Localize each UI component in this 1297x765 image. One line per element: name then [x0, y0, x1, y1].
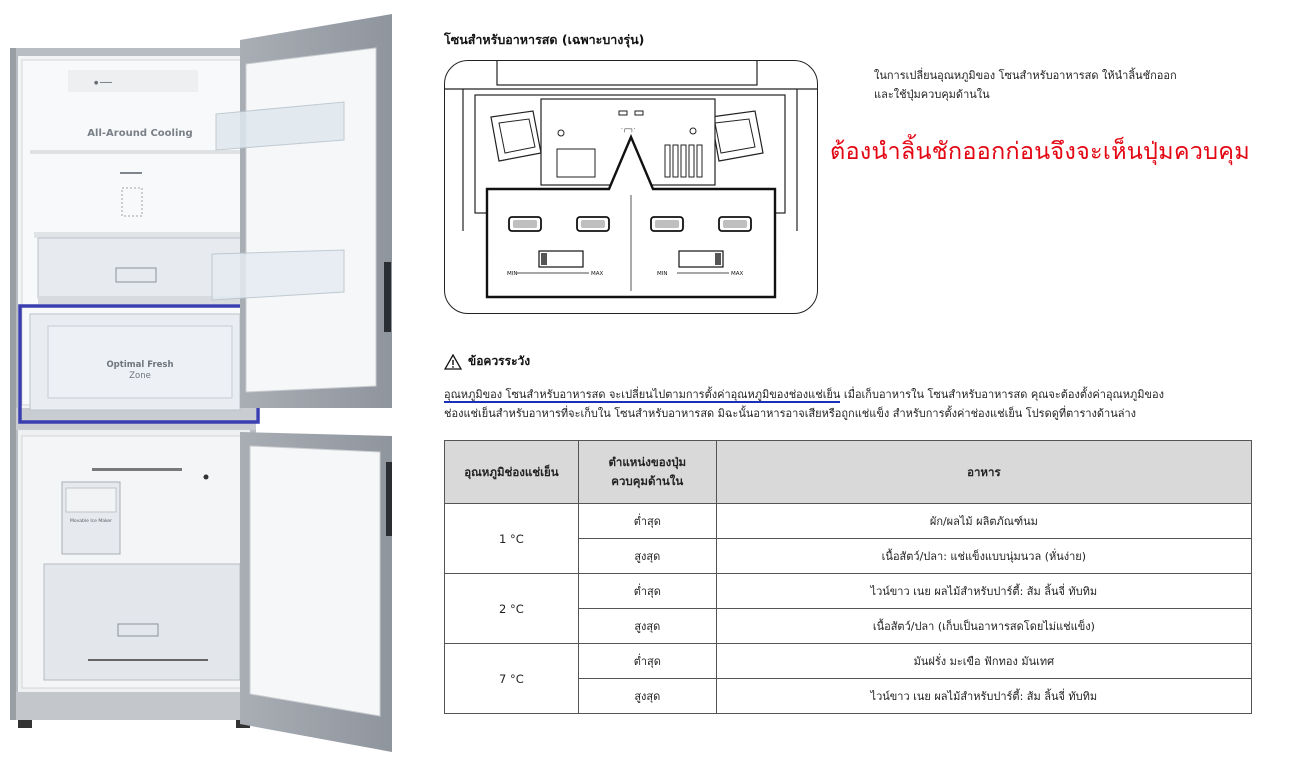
- table-row: [445, 574, 1252, 609]
- position-cell: สูงสุด: [578, 679, 716, 714]
- instruction-note: [874, 66, 1254, 104]
- position-cell: ต่ำสุด: [578, 644, 716, 679]
- food-cell: ผัก/ผลไม้ ผลิตภัณฑ์นม: [716, 504, 1251, 539]
- caution-title: ข้อควรระวัง: [468, 354, 531, 368]
- warning-icon: [444, 354, 462, 370]
- instruction-line-2: และใช้ปุ่มควบคุมด้านใน: [874, 88, 990, 101]
- max-label-left: MAX: [591, 271, 604, 277]
- instruction-line-1: ในการเปลี่ยนอุณหภูมิของ โซนสำหรับอาหารสด ให้นำลิ้นชักออก: [874, 69, 1177, 82]
- food-cell: เนื้อสัตว์/ปลา: แช่แข็งแบบนุ่มนวล (หั่นง่าย): [716, 539, 1251, 574]
- header-control-line-2: ควบคุมด้านใน: [611, 474, 684, 488]
- red-annotation: ต้องนำลิ้นชักออกก่อนจึงจะเห็นปุ่มควบคุม: [830, 137, 1250, 165]
- food-cell: มันฝรั่ง มะเขือ ฟักทอง มันเทศ: [716, 644, 1251, 679]
- optimal-fresh-zone-label-line2: Zone: [129, 371, 151, 381]
- header-food: อาหาร: [716, 441, 1251, 504]
- section-title: โซนสำหรับอาหารสด (เฉพาะบางรุ่น): [444, 32, 645, 47]
- table-header-row: [445, 441, 1252, 504]
- caution-heading: [444, 352, 530, 371]
- table-row: [445, 504, 1252, 539]
- food-cell: เนื้อสัตว์/ปลา (เก็บเป็นอาหารสดโดยไม่แช่แข็ง): [716, 609, 1251, 644]
- position-cell: ต่ำสุด: [578, 504, 716, 539]
- temp-cell: 1 °C: [445, 504, 579, 574]
- all-around-cooling-label: All-Around Cooling: [87, 128, 193, 139]
- svg-text:● ━━━━: ● ━━━━: [94, 80, 112, 86]
- temp-cell: 2 °C: [445, 574, 579, 644]
- temperature-table: [444, 440, 1252, 714]
- food-cell: ไวน์ขาว เนย ผลไม้สำหรับปาร์ตี้: ส้ม ลิ้นจี่ ทับทิม: [716, 679, 1251, 714]
- position-cell: สูงสุด: [578, 609, 716, 644]
- optimal-fresh-zone-label: Optimal Fresh: [106, 360, 174, 370]
- header-control-position: [578, 441, 716, 504]
- position-cell: ต่ำสุด: [578, 574, 716, 609]
- paragraph-line-2: ช่องแช่เย็นสำหรับอาหารที่จะเก็บใน โซนสำหรับอาหารสด มิฉะนั้นอาหารอาจเสียหรือถูกแช่แข็ง สำหรับการตั้งค่าช่องแช่เย็น โปรดดูที่ตารางด้านล่าง: [444, 407, 1137, 420]
- caution-paragraph: [444, 385, 1274, 423]
- table-row: [445, 644, 1252, 679]
- min-label-left: MIN: [507, 271, 518, 277]
- paragraph-line-1-rest: เมื่อเก็บอาหารใน โซนสำหรับอาหารสด คุณจะต้องตั้งค่าอุณหภูมิของ: [840, 388, 1165, 401]
- ice-maker-label: Movable Ice Maker: [69, 519, 113, 524]
- max-label-right: MAX: [731, 271, 744, 277]
- refrigerator-image: [0, 0, 410, 765]
- position-cell: สูงสุด: [578, 539, 716, 574]
- temp-cell: 7 °C: [445, 644, 579, 714]
- header-fridge-temp: อุณหภูมิช่องแช่เย็น: [445, 441, 579, 504]
- svg-text:·┌─┐·: ·┌─┐·: [621, 126, 636, 133]
- control-diagram: [444, 60, 818, 314]
- food-cell: ไวน์ขาว เนย ผลไม้สำหรับปาร์ตี้: ส้ม ลิ้นจี่ ทับทิม: [716, 574, 1251, 609]
- underlined-text: อุณหภูมิของ โซนสำหรับอาหารสด จะเปลี่ยนไปตามการตั้งค่าอุณหภูมิของช่องแช่เย็น: [444, 388, 841, 401]
- min-label-right: MIN: [657, 271, 668, 277]
- header-control-line-1: ตำแหน่งของปุ่ม: [608, 455, 687, 469]
